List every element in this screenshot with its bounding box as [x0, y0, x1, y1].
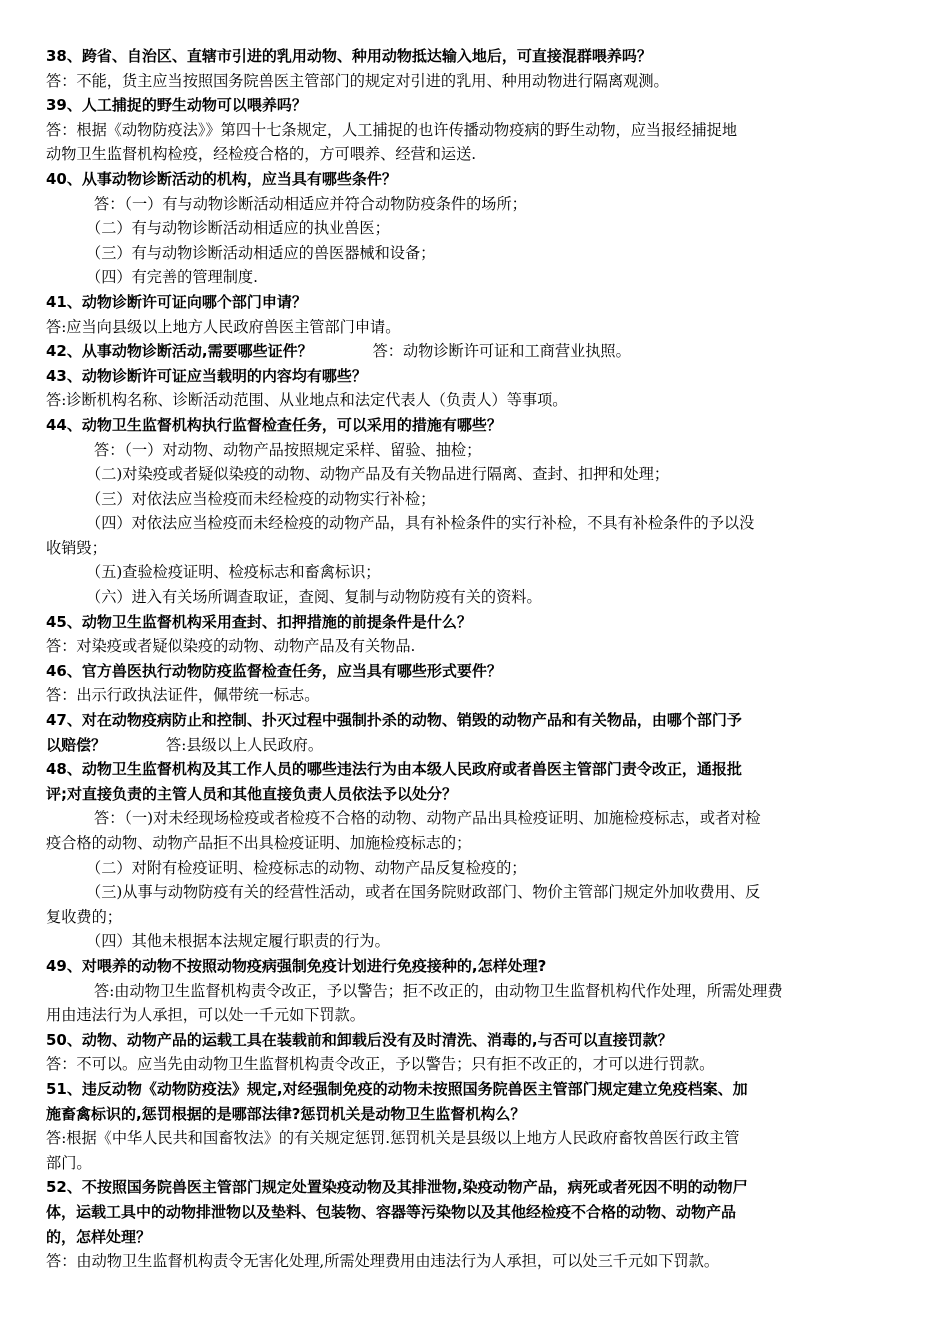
answer-line — [46, 1151, 910, 1176]
answer-text: 答：（一）有与动物诊断活动相适应并符合动物防疫条件的场所； — [94, 194, 527, 213]
answer-line — [46, 831, 910, 856]
question-text: 44、动物卫生监督机构执行监督检查任务，可以采用的措施有哪些？ — [46, 415, 502, 434]
answer-text: 疫合格的动物、动物产品拒不出具检疫证明、加施检疫标志的； — [46, 834, 472, 852]
answer-text: 答:由动物卫生监督机构责令改正，予以警告；拒不改正的，由动物卫生监督机构代作处理，所需处理费 — [94, 981, 783, 1000]
answer-text: （二）对附有检疫证明、检疫标志的动物、动物产品反复检疫的； — [86, 858, 527, 877]
answer-line — [46, 979, 910, 1004]
answer-line — [46, 192, 910, 217]
answer-text: （四）其他未根据本法规定履行职责的行为。 — [86, 932, 390, 951]
answer-text: 答:县级以上人民政府。 — [166, 735, 324, 754]
answer-text: 部门。 — [46, 1153, 92, 1172]
answer-line — [46, 856, 910, 881]
answer-text: （五)查验检疫证明、检疫标志和畜禽标识； — [86, 563, 381, 582]
answer-line — [46, 905, 910, 930]
answer-text: （三）对依法应当检疫而未经检疫的动物实行补检； — [86, 489, 436, 508]
answer-text: 答：（一）对动物、动物产品按照规定采样、留验、抽检； — [94, 440, 482, 459]
answer-line — [46, 536, 910, 561]
question-line — [46, 610, 910, 635]
question-line — [46, 364, 910, 389]
answer-line — [46, 1003, 910, 1028]
answer-line — [46, 1052, 910, 1077]
question-text: 41、动物诊断许可证向哪个部门申请？ — [46, 292, 307, 311]
answer-line — [46, 560, 910, 585]
answer-text: 答：不可以。应当先由动物卫生监督机构责令改正，予以警告；只有拒不改正的，才可以进行罚款。 — [46, 1055, 715, 1074]
answer-line — [46, 634, 910, 659]
answer-text: 答：出示行政执法证件，佩带统一标志。 — [46, 686, 320, 705]
question-text: 49、对喂养的动物不按照动物疫病强制免疫计划进行免疫接种的,怎样处理? — [46, 956, 547, 975]
question-line — [46, 93, 910, 118]
question-line — [46, 708, 910, 733]
question-text: 评;对直接负责的主管人员和其他直接负责人员依法予以处分？ — [46, 784, 458, 803]
answer-line — [46, 438, 910, 463]
question-line — [46, 339, 910, 364]
question-text: 38、跨省、自治区、直辖市引进的乳用动物、种用动物抵达输入地后，可直接混群喂养吗？ — [46, 47, 652, 65]
answer-line — [46, 806, 910, 831]
answer-line — [46, 388, 910, 413]
answer-text: （三）有与动物诊断活动相适应的兽医器械和设备； — [86, 243, 436, 262]
answer-line — [46, 1126, 910, 1151]
answer-text: 答:根据《中华人民共和国畜牧法》的有关规定惩罚.惩罚机关是县级以上地方人民政府畜牧兽医行政主管 — [46, 1129, 740, 1148]
answer-text: 答:诊断机构名称、诊断活动范围、从业地点和法定代表人（负责人）等事项。 — [46, 391, 568, 410]
answer-text: 复收费的； — [46, 907, 122, 926]
question-line — [46, 757, 910, 782]
answer-line — [46, 683, 910, 708]
question-text: 46、官方兽医执行动物防疫监督检查任务，应当具有哪些形式要件？ — [46, 661, 502, 680]
question-text: 48、动物卫生监督机构及其工作人员的哪些违法行为由本级人民政府或者兽医主管部门责令改正，通报批 — [46, 760, 742, 779]
answer-text: 动物卫生监督机构检疫，经检疫合格的，方可喂养、经营和运送. — [46, 145, 477, 164]
answer-line — [46, 142, 910, 167]
answer-text: 用由违法行为人承担，可以处一千元如下罚款。 — [46, 1006, 365, 1025]
question-line — [46, 1102, 910, 1127]
question-line — [46, 1175, 910, 1200]
question-line — [46, 1200, 910, 1225]
answer-text: （四）有完善的管理制度. — [86, 268, 258, 287]
question-text: 52、不按照国务院兽医主管部门规定处置染疫动物及其排泄物,染疫动物产品，病死或者死因不明的动物尸 — [46, 1178, 748, 1197]
answer-text: （二）有与动物诊断活动相适应的执业兽医； — [86, 219, 390, 238]
question-text: 50、动物、动物产品的运载工具在装载前和卸载后没有及时清洗、消毒的,与否可以直接罚款？ — [46, 1030, 673, 1049]
question-text: 40、从事动物诊断活动的机构，应当具有哪些条件？ — [46, 169, 397, 188]
answer-text: 答：不能，货主应当按照国务院兽医主管部门的规定对引进的乳用、种用动物进行隔离观测。 — [46, 71, 669, 90]
question-line — [46, 1077, 910, 1102]
question-line — [46, 167, 910, 192]
question-text: 施畜禽标识的,惩罚根据的是哪部法律?惩罚机关是动物卫生监督机构么？ — [46, 1104, 526, 1123]
question-text: 47、对在动物疫病防止和控制、扑灭过程中强制扑杀的动物、销毁的动物产品和有关物品，由哪个部门予 — [46, 711, 742, 730]
question-text: 体，运载工具中的动物排泄物以及垫料、包装物、容器等污染物以及其他经检疫不合格的动物、动物产品 — [46, 1202, 737, 1221]
answer-text: （四）对依法应当检疫而未经检疫的动物产品，具有补检条件的实行补检，不具有补检条件的予以没 — [86, 514, 755, 533]
answer-text: 答：对染疫或者疑似染疫的动物、动物产品及有关物品. — [46, 637, 416, 656]
answer-line — [46, 1249, 910, 1274]
question-line — [46, 1225, 910, 1250]
answer-text: 答：根据《动物防疫法》》第四十七条规定，人工捕捉的也许传播动物疫病的野生动物，应当报经捕捉地 — [46, 120, 738, 139]
answer-text: 收销毁； — [46, 538, 107, 557]
question-line — [46, 413, 910, 438]
answer-line — [46, 69, 910, 94]
question-text: 39、人工捕捉的野生动物可以喂养吗？ — [46, 96, 307, 115]
question-text: 51、违反动物《动物防疫法》规定,对经强制免疫的动物未按照国务院兽医主管部门规定建立免疫档案、加 — [46, 1079, 748, 1098]
answer-text: 答:应当向县级以上地方人民政府兽医主管部门申请。 — [46, 317, 401, 336]
answer-text: （三)从事与动物防疫有关的经营性活动，或者在国务院财政部门、物价主管部门规定外加收费用、反 — [86, 883, 761, 902]
answer-line — [46, 241, 910, 266]
answer-text: 答：（一)对未经现场检疫或者检疫不合格的动物、动物产品出具检疫证明、加施检疫标志，或者对检 — [94, 809, 761, 828]
question-text: 42、从事动物诊断活动,需要哪些证件？ — [46, 342, 313, 361]
answer-line — [46, 216, 910, 241]
answer-line — [46, 585, 910, 610]
question-line — [46, 1028, 910, 1053]
answer-text: 答：动物诊断许可证和工商营业执照。 — [372, 342, 631, 361]
question-line — [46, 659, 910, 684]
answer-line — [46, 511, 910, 536]
question-line — [46, 782, 910, 807]
answer-line — [46, 118, 910, 143]
answer-text: 答：由动物卫生监督机构责令无害化处理,所需处理费用由违法行为人承担，可以处三千元如下罚款。 — [46, 1252, 720, 1271]
answer-text: （六）进入有关场所调查取证，查阅、复制与动物防疫有关的资料。 — [86, 588, 542, 607]
answer-line — [46, 880, 910, 905]
question-text: 45、动物卫生监督机构采用查封、扣押措施的前提条件是什么？ — [46, 612, 472, 631]
answer-line — [46, 487, 910, 512]
answer-line — [46, 265, 910, 290]
answer-text: （二)对染疫或者疑似染疫的动物、动物产品及有关物品进行隔离、查封、扣押和处理； — [86, 465, 670, 484]
question-line — [46, 44, 910, 69]
question-line — [46, 290, 910, 315]
answer-line — [46, 315, 910, 340]
question-text: 的，怎样处理？ — [46, 1227, 152, 1246]
question-text: 以赔偿？ — [46, 735, 107, 754]
question-text: 43、动物诊断许可证应当载明的内容均有哪些？ — [46, 366, 367, 385]
question-line — [46, 954, 910, 979]
question-line — [46, 733, 910, 758]
answer-line — [46, 462, 910, 487]
answer-line — [46, 929, 910, 954]
